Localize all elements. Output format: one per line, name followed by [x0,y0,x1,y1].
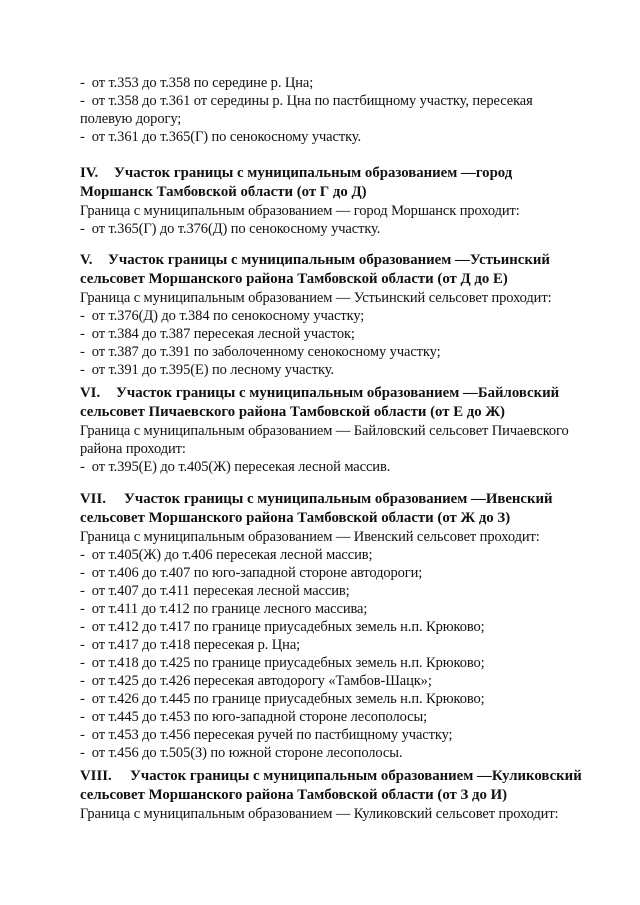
list-item: - от т.376(Д) до т.384 по сенокосному участку; [80,307,620,325]
list-item: - от т.353 до т.358 по середине р. Цна; [80,74,620,92]
list-item: - от т.365(Г) до т.376(Д) по сенокосному участку. [80,220,620,238]
section-number: VII. [80,491,106,507]
section-title-line2: сельсовет Моршанского района Тамбовской области (от Ж до З) [80,510,511,526]
section-title-line2: Моршанск Тамбовской области (от Г до Д) [80,184,367,200]
section-intro: Граница с муниципальным образованием — Устьинский сельсовет проходит: [80,290,552,306]
section-number: IV. [80,165,99,181]
list-item-continuation: полевую дорогу; [80,111,182,127]
list-item: - от т.456 до т.505(З) по южной стороне лесополосы. [80,744,620,762]
section-title-line2: сельсовет Моршанского района Тамбовской области (от Д до Е) [80,271,508,287]
continuation-list [80,74,620,146]
section-title: Участок границы с муниципальным образованием —Байловский [116,385,560,401]
list-item: - от т.412 до т.417 по границе приусадебных земель н.п. Крюково; [80,618,620,636]
section-heading [80,767,620,786]
section-heading [80,490,620,509]
list-item: - от т.358 до т.361 от середины р. Цна по пастбищному участку, пересекая [80,92,620,110]
section-title: Участок границы с муниципальным образованием —город [114,165,513,181]
list-item: - от т.405(Ж) до т.406 пересекая лесной массив; [80,546,620,564]
section-intro-line2: района проходит: [80,441,186,457]
list-item: - от т.418 до т.425 по границе приусадебных земель н.п. Крюково; [80,654,620,672]
section-number: VIII. [80,768,112,784]
section-viii [80,767,620,823]
list-item: - от т.395(Е) до т.405(Ж) пересекая лесной массив. [80,458,620,476]
section-title-line2: сельсовет Пичаевского района Тамбовской области (от Е до Ж) [80,404,505,420]
section-heading [80,164,620,183]
section-intro: Граница с муниципальным образованием — Байловский сельсовет Пичаевского [80,423,569,439]
section-v [80,251,620,379]
section-number: V. [80,252,93,268]
section-intro: Граница с муниципальным образованием — Ивенский сельсовет проходит: [80,529,540,545]
list-item: - от т.426 до т.445 по границе приусадебных земель н.п. Крюково; [80,690,620,708]
list-item: - от т.445 до т.453 по юго-западной стороне лесополосы; [80,708,620,726]
section-intro: Граница с муниципальным образованием — город Моршанск проходит: [80,203,520,219]
section-intro: Граница с муниципальным образованием — Куликовский сельсовет проходит: [80,806,559,822]
list-item: - от т.453 до т.456 пересекая ручей по пастбищному участку; [80,726,620,744]
section-title-line2: сельсовет Моршанского района Тамбовской области (от З до И) [80,787,508,803]
section-number: VI. [80,385,101,401]
section-vii [80,490,620,762]
list-item: - от т.384 до т.387 пересекая лесной участок; [80,325,620,343]
section-iv [80,164,620,238]
section-heading [80,251,620,270]
section-vi [80,384,620,476]
section-title: Участок границы с муниципальным образованием —Устьинский [108,252,550,268]
section-title: Участок границы с муниципальным образованием —Куликовский [130,768,582,784]
list-item: - от т.407 до т.411 пересекая лесной массив; [80,582,620,600]
list-item: - от т.387 до т.391 по заболоченному сенокосному участку; [80,343,620,361]
section-heading [80,384,620,403]
list-item: - от т.406 до т.407 по юго-западной стороне автодороги; [80,564,620,582]
list-item: - от т.425 до т.426 пересекая автодорогу «Тамбов-Шацк»; [80,672,620,690]
list-item: - от т.417 до т.418 пересекая р. Цна; [80,636,620,654]
list-item: - от т.411 до т.412 по границе лесного массива; [80,600,620,618]
list-item: - от т.391 до т.395(Е) по лесному участку. [80,361,620,379]
section-title: Участок границы с муниципальным образованием —Ивенский [124,491,553,507]
list-item: - от т.361 до т.365(Г) по сенокосному участку. [80,128,620,146]
